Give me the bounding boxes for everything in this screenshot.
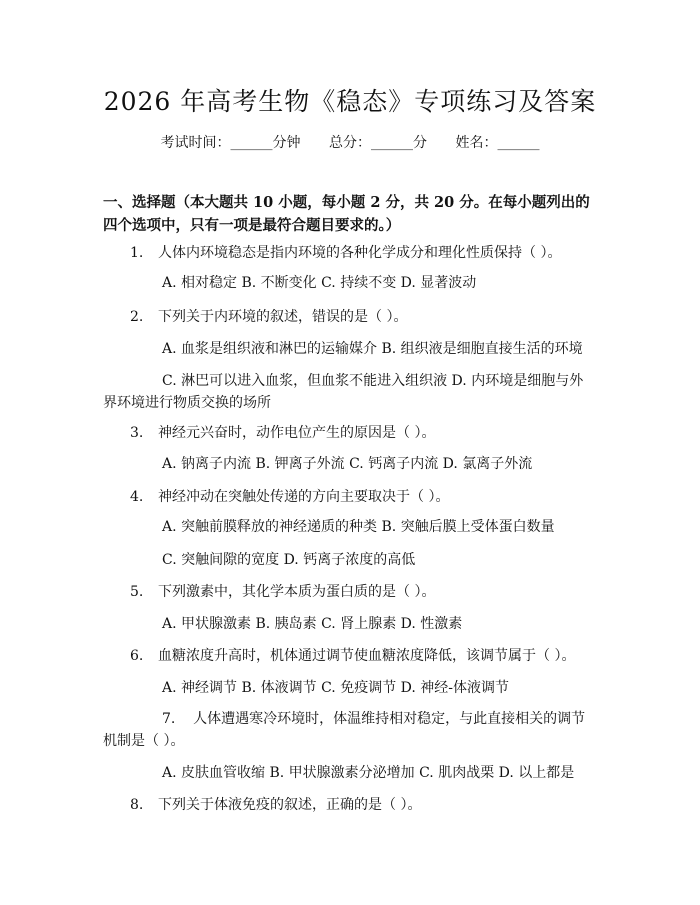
total-score-field: 总分：______分 <box>329 135 427 151</box>
page-title: 2026 年高考生物《稳态》专项练习及答案 <box>103 87 597 116</box>
question-7 <box>103 708 593 752</box>
question-number: 2. <box>130 309 144 325</box>
question-5 <box>130 581 435 603</box>
question-3-options: A. 钠离子内流 B. 钾离子外流 C. 钙离子内流 D. 氯离子外流 <box>162 456 533 472</box>
question-3 <box>130 422 435 444</box>
question-4-options-1: A. 突触前膜释放的神经递质的种类 B. 突触后膜上受体蛋白数量 <box>162 519 555 535</box>
question-1-options: A. 相对稳定 B. 不断变化 C. 持续不变 D. 显著波动 <box>162 275 477 291</box>
question-number: 1. <box>130 245 144 261</box>
question-stem: 人体内环境稳态是指内环境的各种化学成分和理化性质保持（ ）。 <box>158 245 562 261</box>
question-8 <box>130 794 421 816</box>
question-2 <box>130 306 407 328</box>
question-6 <box>130 645 575 667</box>
question-stem: 神经元兴奋时，动作电位产生的原因是（ ）。 <box>158 425 436 441</box>
question-number: 4. <box>130 489 144 505</box>
section-heading: 一、选择题（本大题共 10 小题，每小题 2 分，共 20 分。在每小题列出的四个选项中，只有一项是最符合题目要求的。） <box>103 194 590 234</box>
question-number: 3. <box>130 425 144 441</box>
question-stem: 神经冲动在突触处传递的方向主要取决于（ ）。 <box>158 489 450 505</box>
question-number: 8. <box>130 797 144 813</box>
exam-info <box>0 132 700 152</box>
question-stem: 下列关于体液免疫的叙述，正确的是（ ）。 <box>158 797 422 813</box>
question-stem: 下列关于内环境的叙述，错误的是（ ）。 <box>158 309 408 325</box>
question-7-options: A. 皮肤血管收缩 B. 甲状腺激素分泌增加 C. 肌肉战栗 D. 以上都是 <box>162 765 575 781</box>
question-number: 6. <box>130 648 144 664</box>
name-field: 姓名：______ <box>455 135 540 151</box>
question-4 <box>130 486 449 508</box>
question-number: 5. <box>130 584 144 600</box>
question-1 <box>130 242 561 264</box>
question-6-options: A. 神经调节 B. 体液调节 C. 免疫调节 D. 神经-体液调节 <box>162 680 510 696</box>
exam-time-field: 考试时间：______分钟 <box>160 135 301 151</box>
question-stem: 下列激素中，其化学本质为蛋白质的是（ ）。 <box>158 584 436 600</box>
question-stem: 人体遭遇寒冷环境时，体温维持相对稳定，与此直接相关的调节机制是（ ）。 <box>103 711 586 749</box>
question-stem: 血糖浓度升高时，机体通过调节使血糖浓度降低，该调节属于（ ）。 <box>158 648 576 664</box>
question-number: 7. <box>162 711 176 727</box>
question-5-options: A. 甲状腺激素 B. 胰岛素 C. 肾上腺素 D. 性激素 <box>162 616 463 632</box>
question-4-options-2: C. 突触间隙的宽度 D. 钙离子浓度的高低 <box>162 552 416 568</box>
question-2-options-1: A. 血浆是组织液和淋巴的运输媒介 B. 组织液是细胞直接生活的环境 <box>162 341 583 357</box>
question-2-options-2: C. 淋巴可以进入血浆，但血浆不能进入组织液 D. 内环境是细胞与外界环境进行物质交换的场所 <box>103 373 584 411</box>
